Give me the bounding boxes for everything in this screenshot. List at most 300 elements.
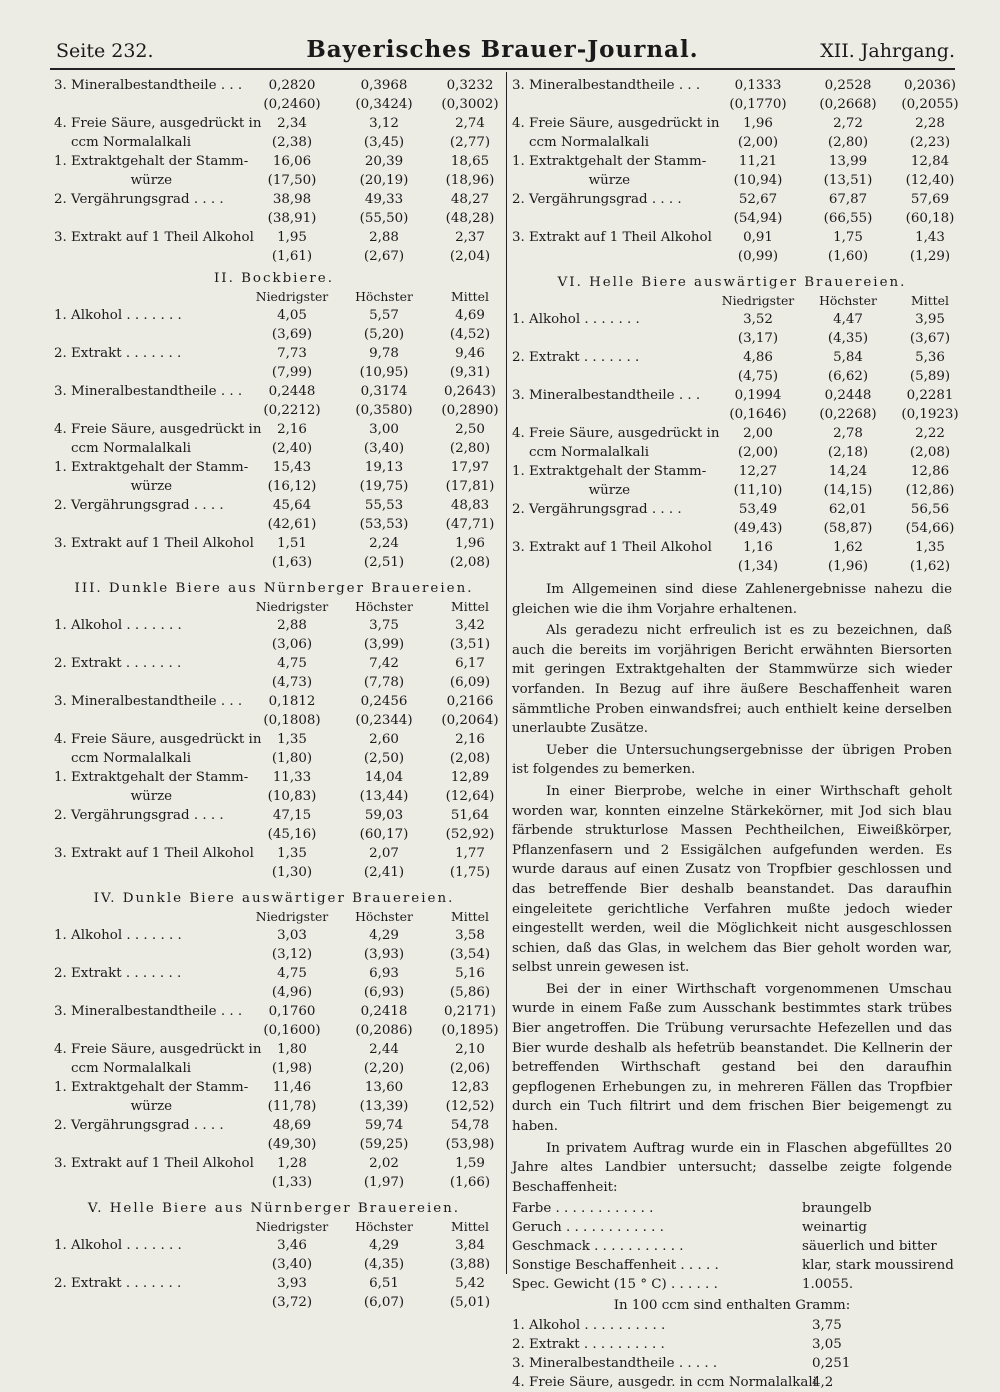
- row-value: (1,96): [827, 559, 869, 574]
- row-value: 7,73: [277, 346, 307, 361]
- right-column: [512, 76, 959, 1392]
- table-row: [54, 382, 497, 401]
- row-value: (42,61): [267, 517, 317, 532]
- row-value: 2,22: [915, 426, 945, 441]
- row-label: 1. Extraktgehalt der Stamm-: [512, 464, 707, 479]
- item-label: 3. Mineralbestandtheile . . . . .: [512, 1356, 718, 1372]
- row-label: 1. Extraktgehalt der Stamm-: [54, 154, 249, 169]
- table-row: [54, 616, 494, 635]
- table-row: [512, 329, 952, 348]
- row-label: 3. Extrakt auf 1 Theil Alkohol: [54, 846, 254, 861]
- row-label: 2. Extrakt . . . . . . .: [54, 966, 182, 981]
- row-value: (2,67): [363, 249, 405, 264]
- row-value: 59,03: [364, 808, 404, 823]
- row-label: 4. Freie Säure, ausgedrückt in: [54, 116, 262, 131]
- row-label: würze: [54, 1099, 173, 1114]
- table-row: [512, 152, 952, 171]
- row-value: (0,2212): [263, 403, 321, 418]
- row-value: (10,94): [733, 173, 783, 188]
- paragraph: Im Allgemeinen sind diese Zahlenergebnisse nahezu die gleichen wie die ihm Vorjahre erhaltenen.: [512, 582, 952, 617]
- row-value: (0,2890): [441, 403, 499, 418]
- table-row: [54, 1236, 494, 1255]
- table-row: [54, 654, 494, 673]
- row-value: 3,84: [455, 1238, 485, 1253]
- row-value: (1,61): [271, 249, 313, 264]
- row-value: (10,83): [267, 789, 317, 804]
- row-label: 2. Extrakt . . . . . . .: [54, 346, 182, 361]
- table-row: [512, 538, 952, 557]
- page-number: Seite 232.: [56, 40, 154, 62]
- table-row: [54, 1097, 494, 1116]
- row-label: würze: [512, 483, 631, 498]
- list-item: [512, 1335, 952, 1354]
- row-value: 3,03: [277, 928, 307, 943]
- table-row: [512, 519, 955, 538]
- table-row: [54, 171, 494, 190]
- row-value: 0,2166: [446, 694, 494, 709]
- row-value: (0,1770): [729, 97, 787, 112]
- table-row: [54, 1078, 494, 1097]
- table-row: [512, 500, 952, 519]
- row-value: 2,16: [455, 732, 485, 747]
- row-value: 3,95: [915, 312, 945, 327]
- row-value: (0,2064): [441, 713, 499, 728]
- row-value: (12,52): [445, 1099, 495, 1114]
- column-head: Mittel: [451, 289, 489, 304]
- table-row: [54, 983, 494, 1002]
- row-value: (48,28): [445, 211, 495, 226]
- row-value: 1,96: [743, 116, 773, 131]
- column-head: Höchster: [355, 599, 413, 614]
- row-value: 6,93: [369, 966, 399, 981]
- row-label: ccm Normalalkali: [54, 441, 192, 456]
- paragraph: Als geradezu nicht erfreulich ist es zu bezeichnen, daß auch die bereits im vorjährigen Bericht erwähnten Biersorten mit geringen Extraktgehalten der Stammwürze sich wieder vorfanden. In Bezug auf ihre äußere Beschaffenheit waren sämmtliche Proben einwandsfrei; auch enthielt keine derselben unerlaubte Zusätze.: [512, 623, 952, 737]
- row-value: (7,78): [363, 675, 405, 690]
- column-heads: [54, 909, 494, 926]
- table-continued: [54, 76, 499, 266]
- section-title-helle-auswaertiger: VI. Helle Biere auswärtiger Brauereien.: [557, 275, 907, 290]
- row-value: 11,33: [272, 770, 312, 785]
- row-value: 0,1994: [734, 388, 782, 403]
- table-row: [54, 420, 494, 439]
- row-value: (0,2055): [901, 97, 959, 112]
- row-value: (2,18): [827, 445, 869, 460]
- table-row: [512, 367, 952, 386]
- table-row: [54, 496, 494, 515]
- row-value: 47,15: [272, 808, 312, 823]
- table-row: [54, 711, 499, 730]
- row-value: 62,01: [828, 502, 868, 517]
- row-value: (11,78): [267, 1099, 317, 1114]
- row-value: (49,30): [267, 1137, 317, 1152]
- list-item: [512, 1218, 952, 1237]
- row-value: 4,29: [369, 928, 399, 943]
- row-value: 4,69: [455, 308, 485, 323]
- table-row: [54, 228, 494, 247]
- paragraph: In einer Bierprobe, welche in einer Wirthschaft geholt worden war, konnten einzelne Stärkekörner, mit Jod sich blau färbende strukturlose Massen Pechtheilchen, Eiweißkörper, Pflanzenfasern und 2 Essigälchen aufgefunden werden. Es wurde daraus auf einen Zusatz von Tropfbier geschlossen und das betreffende Bier deshalb beanstandet. Das daraufhin eingeleitete gerichtliche Verfahren mußte jedoch wieder eingestellt werden, weil die Möglichkeit nicht ausgeschlossen schien, daß das Glas, in welchem das Bier geholt worden war, selbst unrein gewesen ist.: [512, 783, 952, 976]
- row-value: 2,88: [277, 618, 307, 633]
- table-row: [54, 863, 494, 882]
- row-value: (3,88): [449, 1257, 491, 1272]
- row-value: (12,40): [905, 173, 955, 188]
- row-value: (1,29): [909, 249, 951, 264]
- row-value: 5,36: [915, 350, 945, 365]
- row-value: 2,16: [277, 422, 307, 437]
- table-row: [512, 228, 952, 247]
- row-value: (0,1895): [441, 1023, 499, 1038]
- row-label: ccm Normalalkali: [54, 751, 192, 766]
- report-text: [512, 580, 952, 1197]
- row-value: 12,83: [450, 1080, 490, 1095]
- row-value: (53,53): [359, 517, 409, 532]
- row-value: 17,97: [450, 460, 490, 475]
- row-value: 5,84: [833, 350, 863, 365]
- column-heads: [54, 1219, 494, 1236]
- row-value: 12,89: [450, 770, 490, 785]
- row-label: ccm Normalalkali: [54, 135, 192, 150]
- row-value: 11,46: [272, 1080, 312, 1095]
- row-value: 0,2171): [443, 1004, 497, 1019]
- row-value: (3,99): [363, 637, 405, 652]
- column-head: Niedrigster: [255, 909, 329, 924]
- table-row: [54, 458, 494, 477]
- row-value: 0,2036): [903, 78, 957, 93]
- section-title-dunkle-auswaertiger: IV. Dunkle Biere auswärtiger Brauereien.: [93, 891, 455, 906]
- row-value: 2,37: [455, 230, 485, 245]
- row-value: 67,87: [828, 192, 868, 207]
- row-value: 1,77: [455, 846, 485, 861]
- table-row: [512, 348, 952, 367]
- row-value: 57,69: [910, 192, 950, 207]
- column-head: Niedrigster: [721, 293, 795, 308]
- row-label: 3. Extrakt auf 1 Theil Alkohol: [54, 536, 254, 551]
- row-value: 0,2281: [906, 388, 954, 403]
- list-item: [512, 1256, 952, 1275]
- table-row: [54, 515, 494, 534]
- row-value: 2,72: [833, 116, 863, 131]
- row-label: 1. Alkohol . . . . . . .: [54, 1238, 182, 1253]
- item-value: 0,251: [812, 1356, 851, 1372]
- table-row: [512, 310, 952, 329]
- row-value: 2,00: [743, 426, 773, 441]
- row-value: 0,3968: [360, 78, 408, 93]
- row-value: (3,45): [363, 135, 405, 150]
- row-value: (3,67): [909, 331, 951, 346]
- row-value: (20,19): [359, 173, 409, 188]
- row-value: (16,12): [267, 479, 317, 494]
- row-value: 2,10: [455, 1042, 485, 1057]
- table-row: [54, 477, 494, 496]
- column-head: Mittel: [451, 909, 489, 924]
- row-value: 3,00: [369, 422, 399, 437]
- item-value: weinartig: [802, 1220, 867, 1236]
- row-value: (4,52): [449, 327, 491, 342]
- row-value: (10,95): [359, 365, 409, 380]
- column-heads: [512, 293, 952, 310]
- row-value: 48,27: [450, 192, 490, 207]
- row-value: 3,93: [277, 1276, 307, 1291]
- table-row: [54, 1040, 494, 1059]
- row-value: 12,27: [738, 464, 778, 479]
- row-label: würze: [54, 789, 173, 804]
- row-value: 12,84: [910, 154, 950, 169]
- row-value: (18,96): [445, 173, 495, 188]
- row-value: (3,06): [271, 637, 313, 652]
- row-value: 1,95: [277, 230, 307, 245]
- item-value: säuerlich und bitter: [802, 1239, 937, 1255]
- table-row: [54, 363, 494, 382]
- row-value: 3,42: [455, 618, 485, 633]
- table-row: [512, 76, 957, 95]
- row-label: 1. Extraktgehalt der Stamm-: [512, 154, 707, 169]
- row-value: 14,24: [828, 464, 868, 479]
- table-row: [54, 325, 494, 344]
- item-label: 2. Extrakt . . . . . . . . . .: [512, 1337, 665, 1353]
- row-value: (13,44): [359, 789, 409, 804]
- row-value: (1,34): [737, 559, 779, 574]
- row-label: 1. Alkohol . . . . . . .: [54, 928, 182, 943]
- row-value: 38,98: [272, 192, 312, 207]
- row-value: 4,75: [277, 656, 307, 671]
- row-value: (53,98): [445, 1137, 495, 1152]
- row-label: 3. Mineralbestandtheile . . .: [54, 1004, 243, 1019]
- column-head: Niedrigster: [255, 599, 329, 614]
- row-label: 1. Extraktgehalt der Stamm-: [54, 460, 249, 475]
- left-column: [54, 76, 499, 1312]
- row-value: 2,07: [369, 846, 399, 861]
- row-value: (60,18): [905, 211, 955, 226]
- row-value: 1,43: [915, 230, 945, 245]
- list-item: [512, 1275, 952, 1294]
- table-row: [54, 553, 494, 572]
- row-value: (2,50): [363, 751, 405, 766]
- row-value: (4,75): [737, 369, 779, 384]
- row-value: (0,99): [737, 249, 779, 264]
- row-value: (2,08): [449, 751, 491, 766]
- row-value: 2,34: [277, 116, 307, 131]
- item-label: Geschmack . . . . . . . . . . .: [512, 1239, 684, 1255]
- row-value: (0,3002): [441, 97, 499, 112]
- row-value: (47,71): [445, 517, 495, 532]
- table-row: [54, 401, 499, 420]
- row-value: 48,69: [272, 1118, 312, 1133]
- table-row: [512, 95, 959, 114]
- row-value: (1,63): [271, 555, 313, 570]
- column-head: Niedrigster: [255, 289, 329, 304]
- row-label: 1. Alkohol . . . . . . .: [54, 618, 182, 633]
- row-label: 2. Vergährungsgrad . . . .: [512, 502, 682, 517]
- row-label: ccm Normalalkali: [512, 445, 650, 460]
- row-label: 3. Extrakt auf 1 Theil Alkohol: [54, 1156, 254, 1171]
- table-row: [54, 95, 499, 114]
- row-value: 2,50: [455, 422, 485, 437]
- journal-title: Bayerisches Brauer-Journal.: [306, 36, 699, 63]
- row-value: (6,09): [449, 675, 491, 690]
- row-value: (3,12): [271, 947, 313, 962]
- table-row: [54, 209, 494, 228]
- row-value: 2,74: [455, 116, 485, 131]
- paragraph: Bei der in einer Wirthschaft vorgenommenen Umschau wurde in einem Faße zum Ausschank bestimmtes stark trübes Bier angetroffen. Die Trübung verursachte Hefezellen und das Bier wurde deshalb als hefetrüb beanstandet. Die Kellnerin der betreffenden Wirthschaft gestand bei den daraufhin gepflogenen Erhebungen zu, in mehreren Fällen das Tropfbier durch ein Tuch filtrirt und dem frischen Bier beigemengt zu haben.: [512, 981, 952, 1135]
- row-label: 2. Vergährungsgrad . . . .: [54, 192, 224, 207]
- table-row: [54, 730, 494, 749]
- table-row: [54, 439, 494, 458]
- row-label: würze: [54, 173, 173, 188]
- row-value: (3,54): [449, 947, 491, 962]
- table-row: [54, 635, 494, 654]
- row-label: 1. Extraktgehalt der Stamm-: [54, 1080, 249, 1095]
- table-row: [54, 76, 494, 95]
- table-row: [512, 209, 955, 228]
- row-value: 13,60: [364, 1080, 404, 1095]
- row-value: 4,86: [743, 350, 773, 365]
- row-label: 2. Vergährungsgrad . . . .: [54, 498, 224, 513]
- row-value: 0,3174: [360, 384, 408, 399]
- row-value: (5,20): [363, 327, 405, 342]
- row-value: 51,64: [450, 808, 490, 823]
- row-label: 3. Extrakt auf 1 Theil Alkohol: [512, 230, 712, 245]
- table-row: [54, 306, 494, 325]
- item-value: 1.0055.: [802, 1277, 854, 1293]
- table-row: [54, 844, 494, 863]
- section-title-bockbiere: II. Bockbiere.: [214, 271, 334, 286]
- row-value: (0,2344): [355, 713, 413, 728]
- item-value: 3,75: [812, 1318, 842, 1334]
- row-value: 52,67: [738, 192, 778, 207]
- row-value: (17,50): [267, 173, 317, 188]
- row-value: (2,40): [271, 441, 313, 456]
- row-value: (0,2460): [263, 97, 321, 112]
- row-label: 4. Freie Säure, ausgedrückt in: [54, 422, 262, 437]
- table-row: [54, 247, 494, 266]
- row-value: (5,86): [449, 985, 491, 1000]
- row-value: 15,43: [272, 460, 312, 475]
- column-heads: [54, 599, 494, 616]
- row-value: (3,93): [363, 947, 405, 962]
- row-label: ccm Normalalkali: [54, 1061, 192, 1076]
- row-value: 14,04: [364, 770, 404, 785]
- row-value: 48,83: [450, 498, 490, 513]
- row-value: (0,3580): [355, 403, 413, 418]
- row-value: 1,96: [455, 536, 485, 551]
- row-label: 2. Extrakt . . . . . . .: [54, 656, 182, 671]
- table-row: [54, 926, 494, 945]
- row-value: 0,91: [743, 230, 773, 245]
- row-value: 4,29: [369, 1238, 399, 1253]
- item-label: Farbe . . . . . . . . . . . .: [512, 1201, 654, 1217]
- row-value: 55,53: [364, 498, 404, 513]
- table-row: [54, 825, 494, 844]
- row-value: 1,35: [915, 540, 945, 555]
- row-value: 1,80: [277, 1042, 307, 1057]
- row-value: (13,51): [823, 173, 873, 188]
- row-value: (6,07): [363, 1295, 405, 1310]
- table-helle-auswaertiger: [512, 310, 959, 576]
- row-value: 9,78: [369, 346, 399, 361]
- row-value: (59,25): [359, 1137, 409, 1152]
- row-value: (1,97): [363, 1175, 405, 1190]
- row-label: 3. Mineralbestandtheile . . .: [512, 388, 701, 403]
- list-item: [512, 1373, 952, 1392]
- table-row: [54, 1255, 494, 1274]
- table-row: [54, 692, 494, 711]
- item-label: Spec. Gewicht (15 ° C) . . . . . .: [512, 1277, 718, 1293]
- row-value: 54,78: [450, 1118, 490, 1133]
- row-label: 3. Extrakt auf 1 Theil Alkohol: [512, 540, 712, 555]
- row-value: (0,2268): [819, 407, 877, 422]
- row-value: 2,60: [369, 732, 399, 747]
- table-row: [512, 424, 952, 443]
- row-label: 3. Mineralbestandtheile . . .: [54, 694, 243, 709]
- table-row: [512, 386, 952, 405]
- item-value: klar, stark moussirend: [802, 1258, 954, 1274]
- row-value: (1,60): [827, 249, 869, 264]
- row-value: (55,50): [359, 211, 409, 226]
- table-row: [54, 945, 494, 964]
- row-value: (2,08): [449, 555, 491, 570]
- table-row: [512, 405, 959, 424]
- row-value: (3,40): [271, 1257, 313, 1272]
- row-value: (6,93): [363, 985, 405, 1000]
- grams-title: In 100 ccm sind enthalten Gramm:: [613, 1298, 851, 1314]
- row-value: 49,33: [364, 192, 404, 207]
- row-value: (0,1808): [263, 713, 321, 728]
- row-value: 1,28: [277, 1156, 307, 1171]
- table-row: [512, 171, 955, 190]
- row-value: (3,40): [363, 441, 405, 456]
- row-value: 1,35: [277, 846, 307, 861]
- row-value: 0,3232: [446, 78, 494, 93]
- table-helle-nuernberger: [54, 1236, 494, 1312]
- row-value: 1,51: [277, 536, 307, 551]
- table-row: [512, 247, 952, 266]
- row-label: 4. Freie Säure, ausgedrückt in: [512, 116, 720, 131]
- row-value: 0,2448: [824, 388, 872, 403]
- row-value: (1,30): [271, 865, 313, 880]
- row-label: 4. Freie Säure, ausgedrückt in: [54, 1042, 262, 1057]
- row-value: (49,43): [733, 521, 783, 536]
- row-value: 19,13: [364, 460, 404, 475]
- column-head: Höchster: [355, 909, 413, 924]
- paragraph: Ueber die Untersuchungsergebnisse der übrigen Proben ist folgendes zu bemerken.: [512, 742, 952, 778]
- row-label: 2. Extrakt . . . . . . .: [512, 350, 640, 365]
- row-value: (19,75): [359, 479, 409, 494]
- row-value: (1,98): [271, 1061, 313, 1076]
- row-value: (4,35): [363, 1257, 405, 1272]
- list-item: [512, 1316, 952, 1335]
- row-value: 2,78: [833, 426, 863, 441]
- row-value: 0,2820: [268, 78, 316, 93]
- row-value: (0,1923): [901, 407, 959, 422]
- row-label: 3. Mineralbestandtheile . . .: [54, 78, 243, 93]
- row-label: 1. Alkohol . . . . . . .: [54, 308, 182, 323]
- row-value: (2,00): [737, 135, 779, 150]
- table-row: [54, 1135, 494, 1154]
- row-value: 2,44: [369, 1042, 399, 1057]
- column-head: Niedrigster: [255, 1219, 329, 1234]
- row-value: 3,12: [369, 116, 399, 131]
- row-value: 1,59: [455, 1156, 485, 1171]
- row-value: 0,1812: [268, 694, 316, 709]
- row-value: 9,46: [455, 346, 485, 361]
- row-value: 0,2418: [360, 1004, 408, 1019]
- row-value: 4,75: [277, 966, 307, 981]
- list-item: [512, 1354, 952, 1373]
- row-value: 3,58: [455, 928, 485, 943]
- row-value: 0,2448: [268, 384, 316, 399]
- row-value: (3,69): [271, 327, 313, 342]
- table-row: [54, 534, 494, 553]
- row-value: (2,00): [737, 445, 779, 460]
